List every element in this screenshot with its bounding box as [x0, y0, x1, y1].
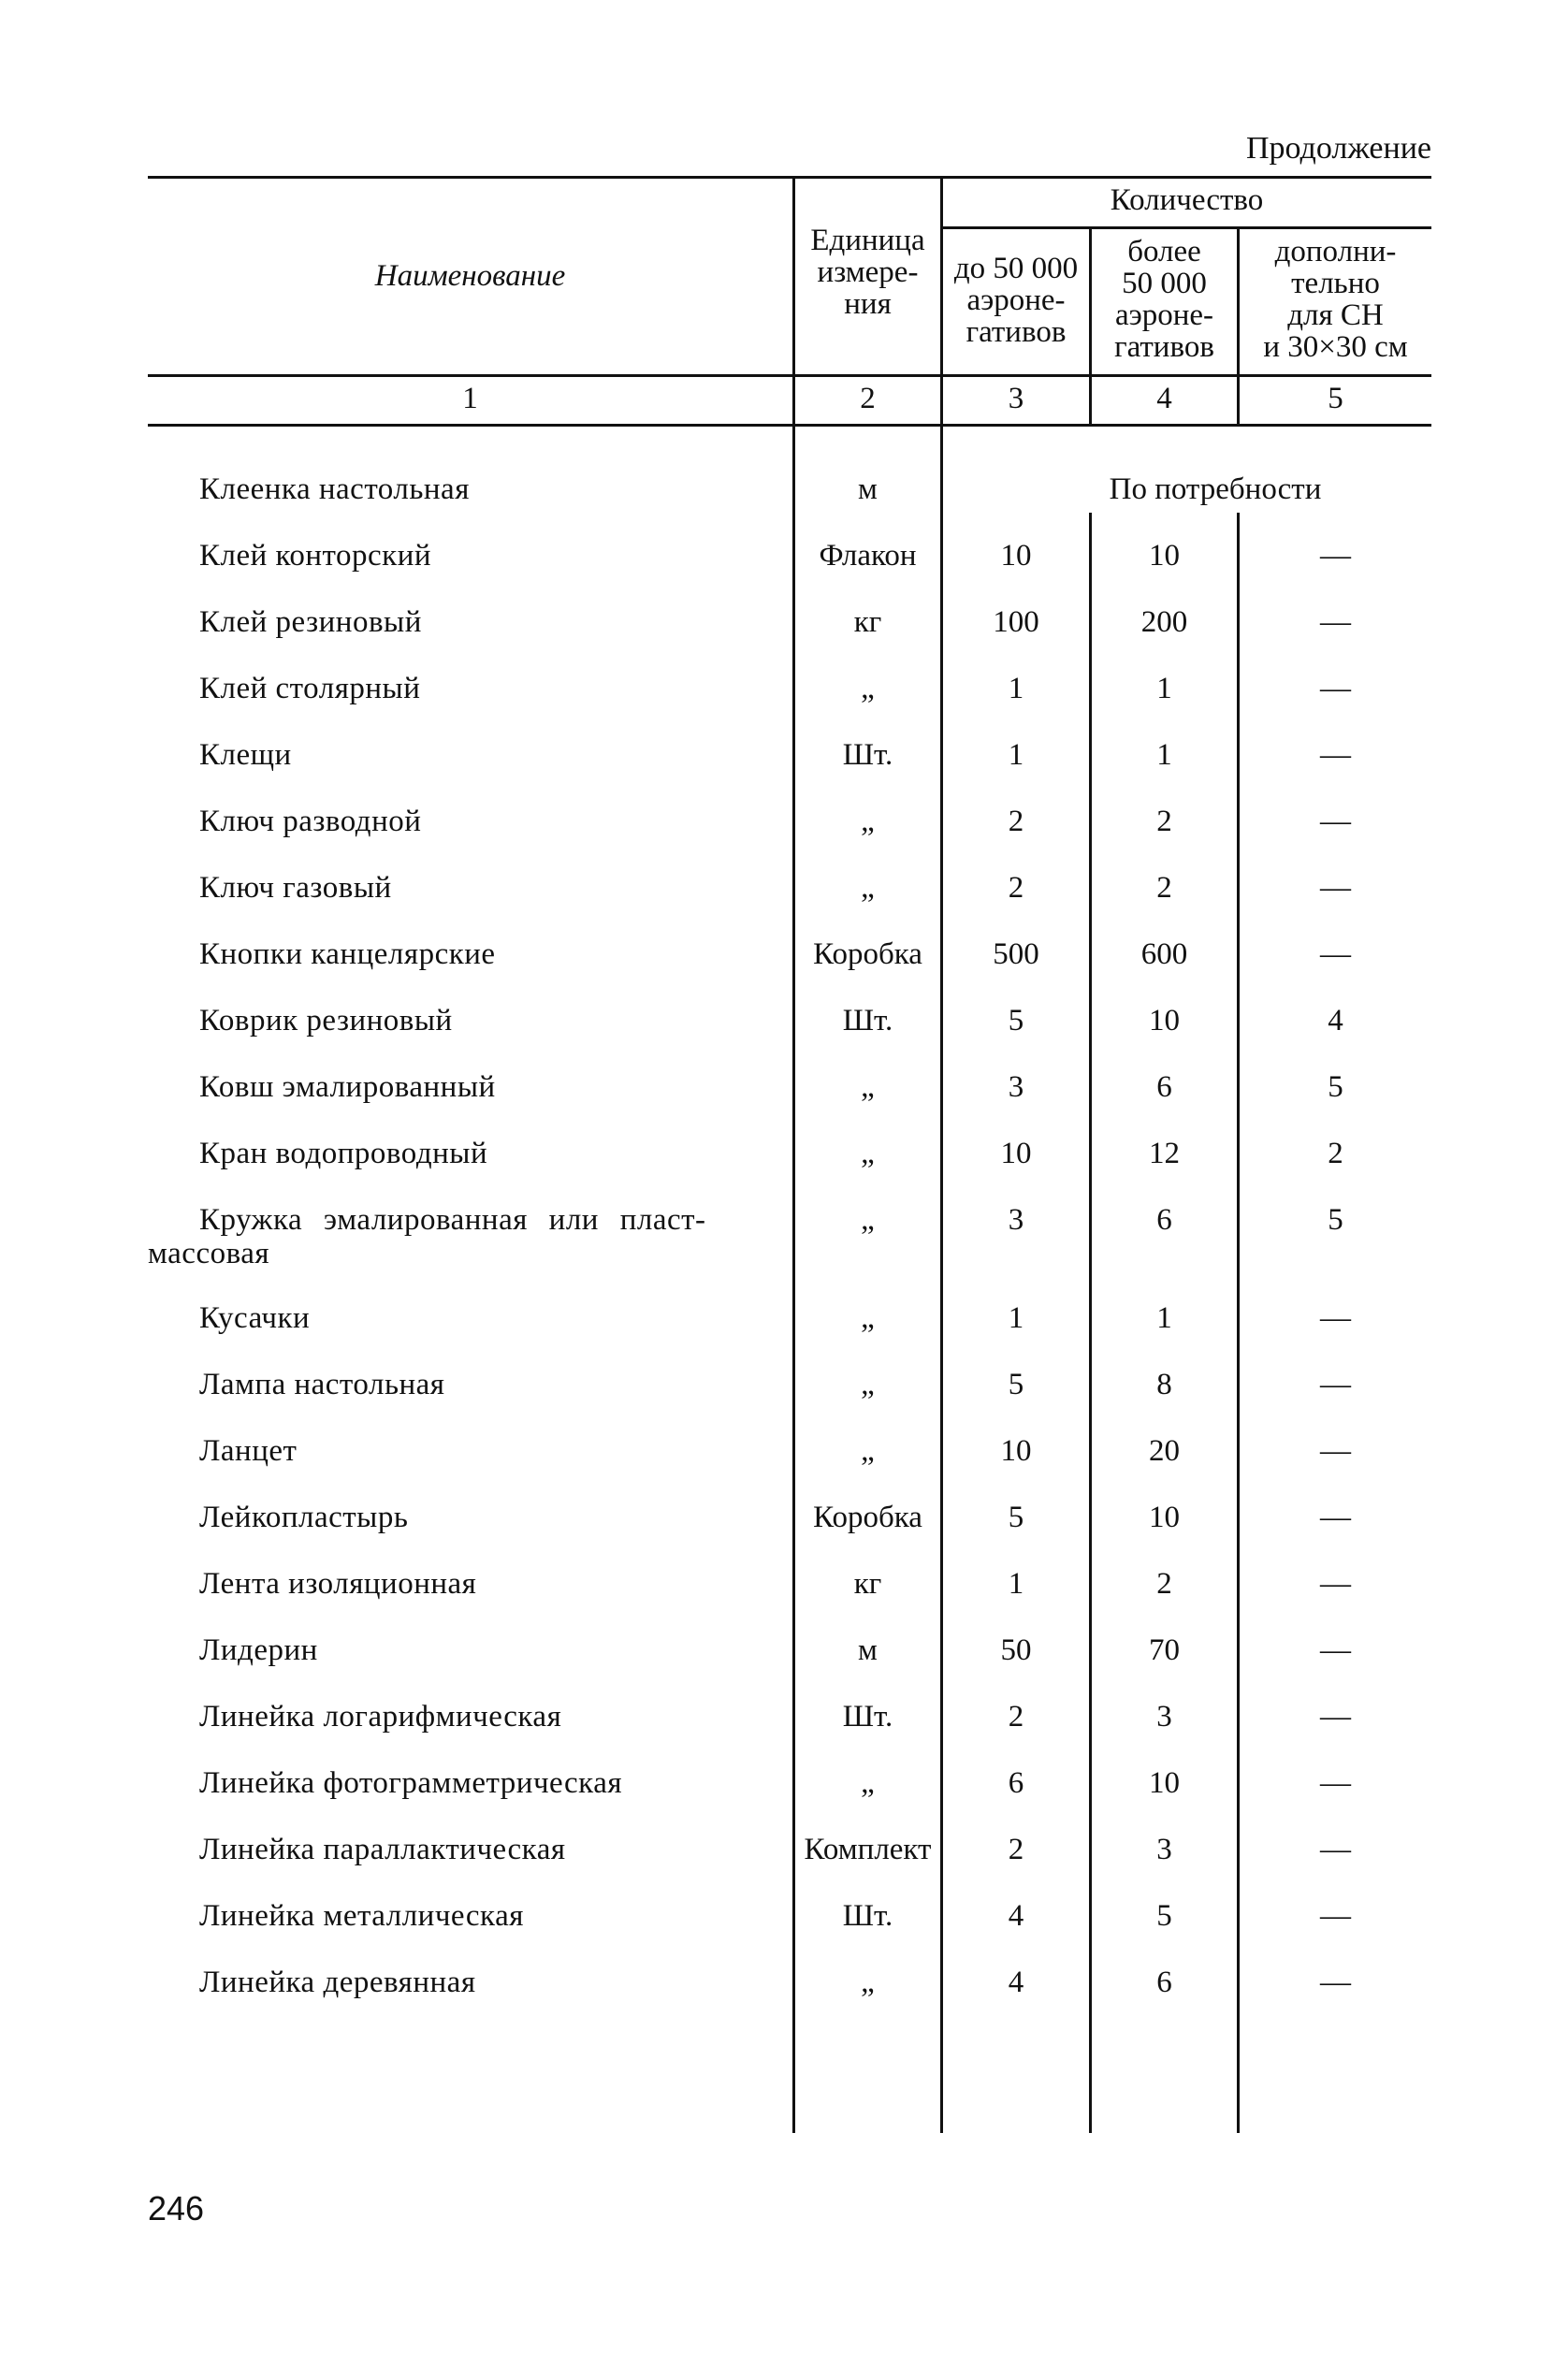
item-unit: кг [853, 605, 882, 639]
qty-col5: — [1320, 1434, 1351, 1468]
qty-col4: 10 [1149, 1004, 1180, 1037]
table-row [0, 1301, 1568, 1367]
header-col4-line: более [1127, 235, 1201, 268]
qty-col4: 2 [1156, 805, 1172, 838]
qty-col3: 2 [1008, 805, 1024, 838]
item-unit: Шт. [842, 738, 893, 772]
qty-col5: — [1320, 1633, 1351, 1667]
qty-col3: 5 [1008, 1004, 1024, 1037]
continuation-label: Продолжение [1245, 131, 1431, 166]
qty-col3: 4 [1008, 1966, 1024, 1999]
header-unit [795, 225, 940, 320]
item-unit: „ [861, 1203, 875, 1237]
table-row [0, 1833, 1568, 1898]
qty-col3: 3 [1008, 1070, 1024, 1104]
item-unit: „ [861, 1966, 875, 1999]
merged-quantity: По потребности [1109, 472, 1322, 506]
rule-numbers-bottom [148, 424, 1431, 427]
header-name: Наименование [374, 259, 566, 293]
table-row [0, 805, 1568, 870]
qty-col5: 2 [1328, 1137, 1343, 1170]
qty-col3: 1 [1008, 672, 1024, 705]
qty-col4: 1 [1156, 1301, 1172, 1335]
qty-col5: — [1320, 539, 1351, 573]
item-name: Лейкопластырь [199, 1501, 409, 1534]
table-row [0, 1501, 1568, 1566]
qty-col4: 10 [1149, 1501, 1180, 1534]
qty-col5: — [1320, 1700, 1351, 1734]
header-col5 [1240, 236, 1431, 363]
column-number: 2 [860, 382, 876, 415]
item-name: Клеенка настольная [199, 472, 470, 506]
qty-col5: 4 [1328, 1004, 1343, 1037]
qty-col5: — [1320, 1899, 1351, 1933]
qty-col5: — [1320, 1766, 1351, 1800]
header-col5-line: и 30×30 см [1263, 330, 1408, 364]
item-unit: „ [861, 1301, 875, 1335]
qty-col4: 3 [1156, 1700, 1172, 1734]
rule-quantity [942, 226, 1431, 229]
item-unit: „ [861, 1070, 875, 1104]
header-col4-line: 50 000 [1122, 267, 1207, 300]
qty-col4: 600 [1140, 937, 1188, 971]
item-name: Кран водопроводный [199, 1137, 488, 1170]
item-name: Ключ газовый [199, 871, 392, 905]
qty-col4: 2 [1156, 1567, 1172, 1601]
item-name-continuation: массовая [148, 1237, 270, 1270]
qty-col5: — [1320, 605, 1351, 639]
qty-col3: 1 [1008, 738, 1024, 772]
qty-col5: — [1320, 1501, 1351, 1534]
qty-col4: 6 [1156, 1203, 1172, 1237]
item-unit: кг [853, 1567, 882, 1601]
qty-col3: 3 [1008, 1203, 1024, 1237]
qty-col4: 20 [1149, 1434, 1180, 1468]
item-name: Лидерин [199, 1633, 318, 1667]
table-row [0, 539, 1568, 604]
qty-col5: — [1320, 937, 1351, 971]
qty-col4: 5 [1156, 1899, 1172, 1933]
item-name: Клей конторский [199, 539, 432, 573]
item-unit: „ [861, 1368, 875, 1401]
qty-col4: 6 [1156, 1966, 1172, 1999]
table-row [0, 1966, 1568, 2031]
qty-col4: 2 [1156, 871, 1172, 905]
qty-col3: 10 [1000, 539, 1032, 573]
header-col3-line: аэроне- [966, 283, 1066, 317]
item-name: Лента изоляционная [199, 1567, 477, 1601]
header-col5-line: дополни- [1274, 235, 1397, 268]
header-col5-line: для СН [1287, 298, 1384, 332]
table-row [0, 1766, 1568, 1832]
item-unit: „ [861, 1434, 875, 1468]
column-number: 3 [1008, 382, 1024, 415]
item-unit: Комплект [804, 1833, 932, 1866]
item-unit: Коробка [813, 1501, 922, 1534]
qty-col3: 10 [1000, 1434, 1032, 1468]
item-unit: м [858, 472, 878, 506]
qty-col5: — [1320, 1368, 1351, 1401]
table-row [0, 1567, 1568, 1632]
item-name: Клещи [199, 738, 292, 772]
qty-col5: — [1320, 672, 1351, 705]
item-unit: „ [861, 1766, 875, 1800]
table-row [0, 1633, 1568, 1699]
header-unit-line: Единица [810, 224, 925, 257]
qty-col5: — [1320, 1567, 1351, 1601]
table-row [0, 1434, 1568, 1500]
item-unit: Коробка [813, 937, 922, 971]
column-number: 1 [462, 382, 478, 415]
qty-col3: 2 [1008, 1833, 1024, 1866]
qty-col5: — [1320, 1833, 1351, 1866]
header-unit-line: измере- [817, 255, 919, 289]
item-unit: „ [861, 805, 875, 838]
item-name: Линейка логарифмическая [199, 1700, 562, 1734]
table-row [0, 1203, 1568, 1301]
rule-top [148, 176, 1431, 179]
qty-col3: 2 [1008, 871, 1024, 905]
item-name: Коврик резиновый [199, 1004, 453, 1037]
qty-col4: 6 [1156, 1070, 1172, 1104]
table-row [0, 1004, 1568, 1069]
qty-col3: 4 [1008, 1899, 1024, 1933]
table-row [0, 1700, 1568, 1765]
item-name: Клей столярный [199, 672, 421, 705]
qty-col3: 500 [993, 937, 1039, 971]
qty-col5: 5 [1328, 1070, 1343, 1104]
table-row [0, 1368, 1568, 1433]
qty-col4: 1 [1156, 672, 1172, 705]
qty-col5: — [1320, 1301, 1351, 1335]
qty-col3: 6 [1008, 1766, 1024, 1800]
item-name: Кружка эмалированная или пласт- [199, 1203, 706, 1237]
item-name: Ковш эмалированный [199, 1070, 496, 1104]
header-unit-line: ния [844, 287, 892, 321]
header-col4 [1092, 236, 1237, 363]
table-row [0, 472, 1568, 538]
qty-col3: 5 [1008, 1368, 1024, 1401]
header-col4-line: аэроне- [1114, 298, 1214, 332]
qty-col3: 5 [1008, 1501, 1024, 1534]
item-name: Кнопки канцелярские [199, 937, 496, 971]
qty-col3: 1 [1008, 1567, 1024, 1601]
item-name: Линейка деревянная [199, 1966, 476, 1999]
item-name: Линейка параллактическая [199, 1833, 566, 1866]
item-name: Ключ разводной [199, 805, 422, 838]
table-row [0, 871, 1568, 936]
qty-col4: 10 [1149, 1766, 1180, 1800]
item-name: Линейка металлическая [199, 1899, 524, 1933]
qty-col4: 200 [1140, 605, 1188, 639]
header-col4-line: гативов [1114, 330, 1214, 364]
qty-col3: 50 [1000, 1633, 1032, 1667]
page-number: 246 [148, 2189, 205, 2227]
item-name: Линейка фотограмметрическая [199, 1766, 623, 1800]
qty-col3: 1 [1008, 1301, 1024, 1335]
qty-col3: 100 [993, 605, 1039, 639]
qty-col5: — [1320, 738, 1351, 772]
header-col3 [943, 253, 1089, 348]
item-unit: „ [861, 1137, 875, 1170]
item-unit: „ [861, 871, 875, 905]
header-col3-line: до 50 000 [953, 252, 1079, 285]
qty-col4: 3 [1156, 1833, 1172, 1866]
qty-col4: 12 [1149, 1137, 1180, 1170]
table-row [0, 1137, 1568, 1202]
header-quantity: Количество [1110, 183, 1264, 217]
qty-col4: 70 [1149, 1633, 1180, 1667]
qty-col4: 10 [1149, 539, 1180, 573]
qty-col5: — [1320, 805, 1351, 838]
table-row [0, 1070, 1568, 1136]
item-unit: Шт. [842, 1004, 893, 1037]
item-unit: Шт. [842, 1700, 893, 1734]
qty-col5: — [1320, 1966, 1351, 1999]
table-row [0, 672, 1568, 737]
item-name: Клей резиновый [199, 605, 422, 639]
qty-col5: 5 [1328, 1203, 1343, 1237]
qty-col3: 2 [1008, 1700, 1024, 1734]
table-row [0, 1899, 1568, 1965]
header-col3-line: гативов [965, 315, 1067, 349]
table-row [0, 605, 1568, 671]
table-row [0, 937, 1568, 1003]
qty-col5: — [1320, 871, 1351, 905]
item-unit: Флакон [819, 539, 917, 573]
table-row [0, 738, 1568, 804]
qty-col4: 8 [1156, 1368, 1172, 1401]
qty-col4: 1 [1156, 738, 1172, 772]
item-name: Кусачки [199, 1301, 311, 1335]
qty-col3: 10 [1000, 1137, 1032, 1170]
header-col5-line: тельно [1291, 267, 1380, 300]
item-name: Лампа настольная [199, 1368, 445, 1401]
item-name: Ланцет [199, 1434, 298, 1468]
column-number: 4 [1156, 382, 1172, 415]
item-unit: м [858, 1633, 878, 1667]
item-unit: „ [861, 672, 875, 705]
item-unit: Шт. [842, 1899, 893, 1933]
column-number: 5 [1328, 382, 1343, 415]
